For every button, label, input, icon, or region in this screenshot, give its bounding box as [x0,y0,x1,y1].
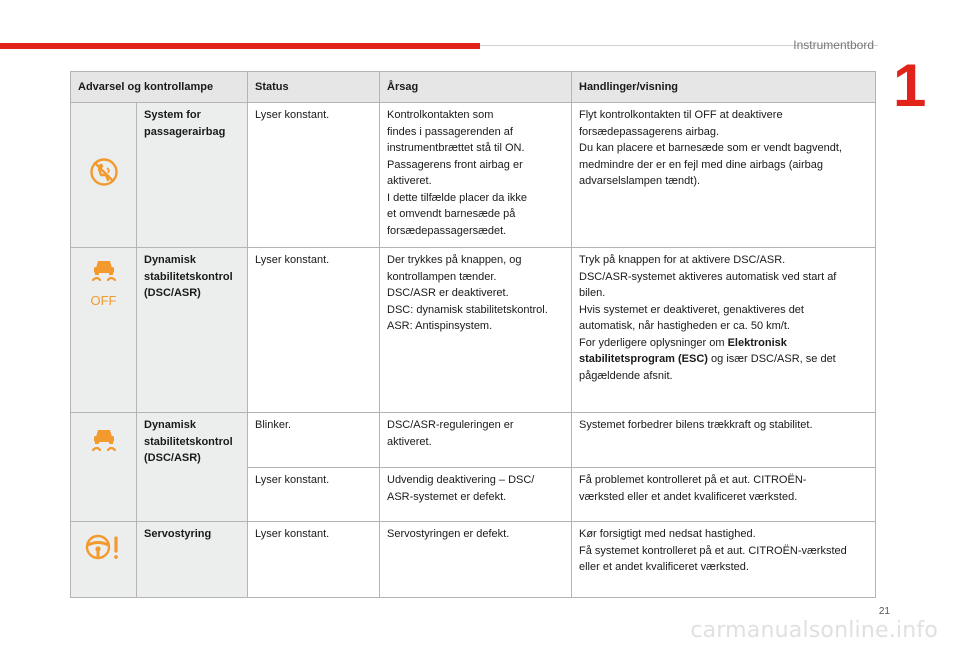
lamp-status: Lyser konstant. [248,248,380,413]
stability-control-off-icon [87,256,121,307]
action-text: Tryk på knappen for at aktivere DSC/ASR. DSC/ASR-systemet aktiveres automatisk ved start af bilen. Hvis systemet er deaktiveret, genaktiveres det automatisk, når hastigheden er ca. 50 km/t. For yderligere oplysninger om [579,254,837,349]
lamp-cause: DSC/ASR-reguleringen er aktiveret. [380,413,572,468]
lamp-action: Kør forsigtigt med nedsat hastighed. Få systemet kontrolleret på et aut. CITROËN-værksted eller et andet kvalificeret værksted. [572,522,876,598]
lamp-cause: Udvendig deaktivering – DSC/ ASR-systemet er defekt. [380,468,572,522]
lamp-action: Flyt kontrolkontakten til OFF at deaktivere forsædepassagerens airbag. Du kan placere et barnesæde som er vendt bagvendt, medmindre der er en fejl med dine airbags (airbag advarselslampen tændt). [572,103,876,248]
page-number: 21 [878,606,890,617]
lamp-action [572,248,876,413]
watermark: carmanualsonline.info [690,618,938,643]
off-label: OFF [90,292,117,308]
header-cause: Årsag [380,72,572,103]
lamp-status: Lyser konstant. [248,103,380,248]
lamp-action: Få problemet kontrolleret på et aut. CITROËN- værksted eller et andet kvalificeret værksted. [572,468,876,522]
icon-cell [71,413,137,522]
icon-cell [71,522,137,598]
lamp-name: System for passagerairbag [137,103,248,248]
lamp-cause: Der trykkes på knappen, og kontrollampen tænder. DSC/ASR er deaktiveret. DSC: dynamisk stabilitetskontrol. ASR: Antispinsystem. [380,248,572,413]
header-action: Handlinger/visning [572,72,876,103]
lamp-cause: Kontrolkontakten som findes i passagerenden af instrumentbrættet stå til ON. Passagerens front airbag er aktiveret. I dette tilfælde placer da ikke et omvendt barnesæde på forsædepassagersædet. [380,103,572,248]
lamp-name: Dynamisk stabilitetskontrol (DSC/ASR) [137,248,248,413]
lamp-cause: Servostyringen er defekt. [380,522,572,598]
warning-lamps-table [70,71,876,598]
table-row [71,413,876,468]
table-row [71,248,876,413]
header-warning-lamp: Advarsel og kontrollampe [71,72,248,103]
chapter-number: 1 [893,52,927,119]
header-accent-bar [0,43,480,49]
stability-control-icon [87,425,121,463]
table-row [71,522,876,598]
lamp-action: Systemet forbedrer bilens trækkraft og stabilitet. [572,413,876,468]
icon-cell [71,248,137,413]
lamp-name: Servostyring [137,522,248,598]
table-header-row [71,72,876,103]
action-text-bold: Elektronisk stabilitetsprogram (ESC) [579,336,787,365]
action-text: og især DSC/ASR, se det pågældende afsnit. [579,353,836,382]
lamp-name: Dynamisk stabilitetskontrol (DSC/ASR) [137,413,248,522]
table-row [71,103,876,248]
passenger-airbag-off-icon [89,157,119,193]
power-steering-warning-icon [84,532,124,568]
lamp-status: Blinker. [248,413,380,468]
lamp-status: Lyser konstant. [248,468,380,522]
icon-cell [71,103,137,248]
lamp-status: Lyser konstant. [248,522,380,598]
section-title: Instrumentbord [793,38,874,52]
header-status: Status [248,72,380,103]
